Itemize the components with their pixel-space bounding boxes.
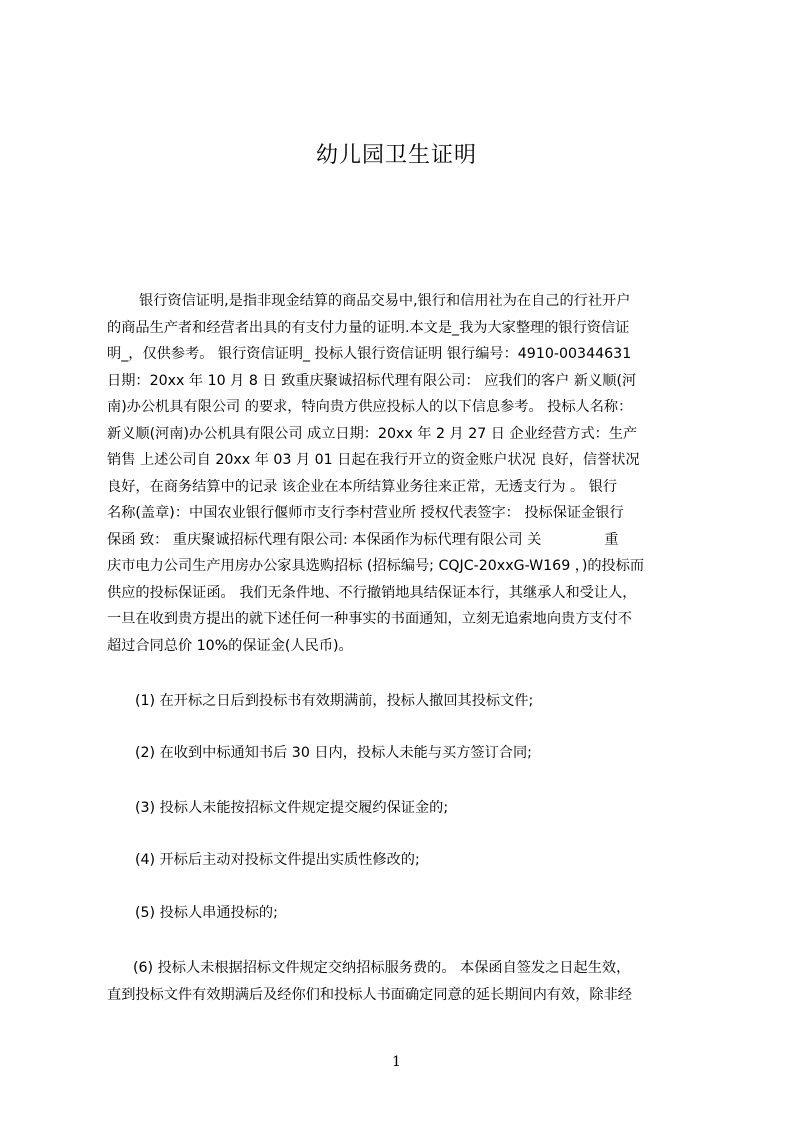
paragraph-line: 良好，在商务结算中的记录 该企业在本所结算业务往来正常，无透支行为 。 银行 (107, 478, 618, 495)
paragraph-line: 明_，仅供参考。 银行资信证明_ 投标人银行资信证明 银行编号：4910-00344631 (107, 346, 632, 362)
paragraph-line: 新义顺(河南)办公机具有限公司 成立日期：20xx 年 2 月 27 日 企业经营方式：生产 (107, 425, 638, 442)
paragraph-line: (6) 投标人未根据招标文件规定交纳招标服务费的。 本保函自签发之日起生效， (133, 960, 631, 976)
paragraph-line: 保函 致： 重庆聚诚招标代理有限公司: 本保函作为标代理有限公司 关 重 (107, 531, 619, 548)
paragraph-line: 供应的投标保证函。 我们无条件地、不行撤销地具结保证本行，其继承人和受让人， (107, 584, 637, 601)
list-item: (5) 投标人串通投标的; (135, 905, 278, 921)
paragraph-line: 银行资信证明,是指非现金结算的商品交易中,银行和信用社为在自己的行社开户 (139, 293, 631, 309)
document-title: 幼儿园卫生证明 (315, 143, 477, 168)
paragraph-line: 销售 上述公司自 20xx 年 03 月 01 日起在我行开立的资金账户状况 良好，信誉状况 (107, 452, 640, 468)
page-number: 1 (392, 1054, 401, 1070)
last-paragraph (107, 955, 700, 1008)
paragraph-line: 日期：20xx 年 10 月 8 日 致重庆聚诚招标代理有限公司： 应我们的客户 新义顺(河 (107, 372, 637, 389)
paragraph-line: 南)办公机具有限公司 的要求，特向贵方供应投标人的以下信息参考。 投标人名称： (107, 399, 633, 415)
paragraph-line: 一旦在收到贵方提出的就下述任何一种事实的书面通知，立刻无追索地向贵方支付不 (107, 611, 632, 627)
list-item: (2) 在收到中标通知书后 30 日内，投标人未能与买方签订合同; (135, 745, 532, 761)
paragraph-line: 直到投标文件有效期满后及经你们和投标人书面确定同意的延长期间内有效，除非经 (107, 986, 632, 1003)
paragraph-line: 名称(盖章)：中国农业银行偃师市支行李村营业所 授权代表签字： 投标保证金银行 (107, 505, 624, 521)
paragraph-line: 庆市电力公司生产用房办公家具选购招标 (招标编号; CQJC-20xxG-W169 ，)的投标而 (107, 558, 645, 574)
list-item: (4) 开标后主动对投标文件提出实质性修改的; (135, 852, 420, 868)
paragraph-line: 超过合同总价 10%的保证金(人民币)。 (107, 637, 353, 654)
main-paragraph (107, 288, 700, 659)
paragraph-line: 的商品生产者和经营者出具的有支付力量的证明.本文是_我为大家整理的银行资信证 (107, 319, 630, 336)
list-item: (3) 投标人未能按招标文件规定提交履约保证金的; (135, 800, 449, 816)
list-item: (1) 在开标之日后到投标书有效期满前，投标人撤回其投标文件; (135, 693, 534, 709)
